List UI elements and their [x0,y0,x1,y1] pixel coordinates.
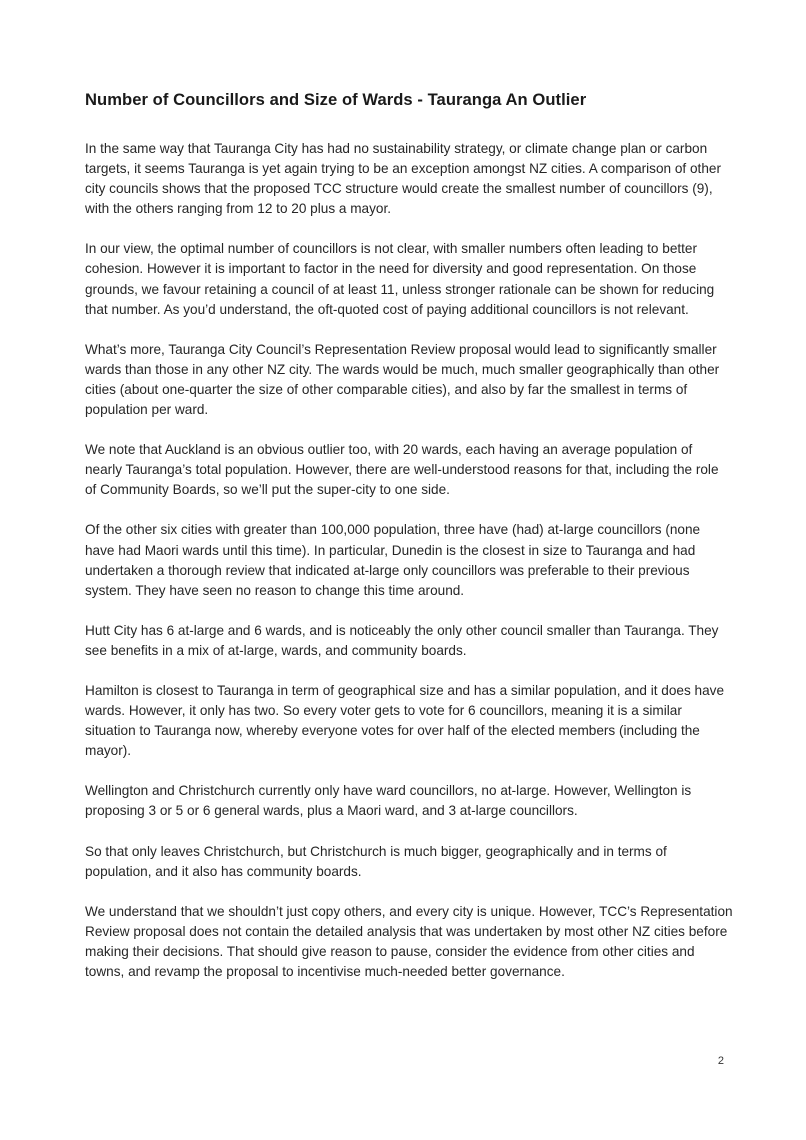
paragraph-7: Hamilton is closest to Tauranga in term of geographical size and has a similar population, and it does have wards. However, it only has two. So every voter gets to vote for 6 councillors, meaning it is a similar situation to Tauranga now, whereby everyone votes for over half of the elected members (including the mayor). [85,682,725,759]
paragraph-6: Hutt City has 6 at-large and 6 wards, and is noticeably the only other council smaller than Tauranga. They see benefits in a mix of at-large, wards, and community boards. [85,622,719,658]
paragraph-8: Wellington and Christchurch currently only have ward councillors, no at-large. However, Wellington is proposing 3 or 5 or 6 general wards, plus a Maori ward, and 3 at-large councillors. [85,783,692,819]
paragraph-10: We understand that we shouldn’t just copy others, and every city is unique. However, TCC’s Representation Review proposal does not contain the detailed analysis that was undertaken by most other NZ cities before making their decisions. That should give reason to pause, consider the evidence from other cities and towns, and revamp the proposal to incentivise much-needed better governance. [85,903,733,979]
section-heading: Number of Councillors and Size of Wards - Tauranga An Outlier [85,90,587,109]
paragraph-4: We note that Auckland is an obvious outlier too, with 20 wards, each having an average population of nearly Tauranga’s total population. However, there are well-understood reasons for that, including the role of Community Boards, so we’ll put the super-city to one side. [85,442,719,498]
document-body [85,89,733,1002]
page-number: 2 [717,1055,724,1067]
paragraph-2: In our view, the optimal number of councillors is not clear, with smaller numbers often leading to better cohesion. However it is important to factor in the need for diversity and good representation. On those grounds, we favour retaining a council of at least 11, unless stronger rationale can be shown for reducing that number. As you’d understand, the oft-quoted cost of paying additional councillors is not relevant. [85,241,715,317]
paragraph-3: What’s more, Tauranga City Council’s Representation Review proposal would lead to significantly smaller wards than those in any other NZ city. The wards would be much, much smaller geographically than other cities (about one-quarter the size of other comparable cities), and also by far the smallest in terms of population per ward. [85,341,720,418]
paragraph-5: Of the other six cities with greater than 100,000 population, three have (had) at-large councillors (none have had Maori wards until this time). In particular, Dunedin is the closest in size to Tauranga and had undertaken a thorough review that indicated at-large only councillors was preferable to their previous system. They have seen no reason to change this time around. [85,522,701,598]
paragraph-9: So that only leaves Christchurch, but Christchurch is much bigger, geographically and in terms of population, and it also has community boards. [85,843,667,879]
paragraph-1: In the same way that Tauranga City has had no sustainability strategy, or climate change plan or carbon targets, it seems Tauranga is yet again trying to be an exception amongst NZ cities. A comparison of other city councils shows that the proposed TCC structure would create the smallest number of councillors (9), with the others ranging from 12 to 20 plus a mayor. [85,141,721,217]
